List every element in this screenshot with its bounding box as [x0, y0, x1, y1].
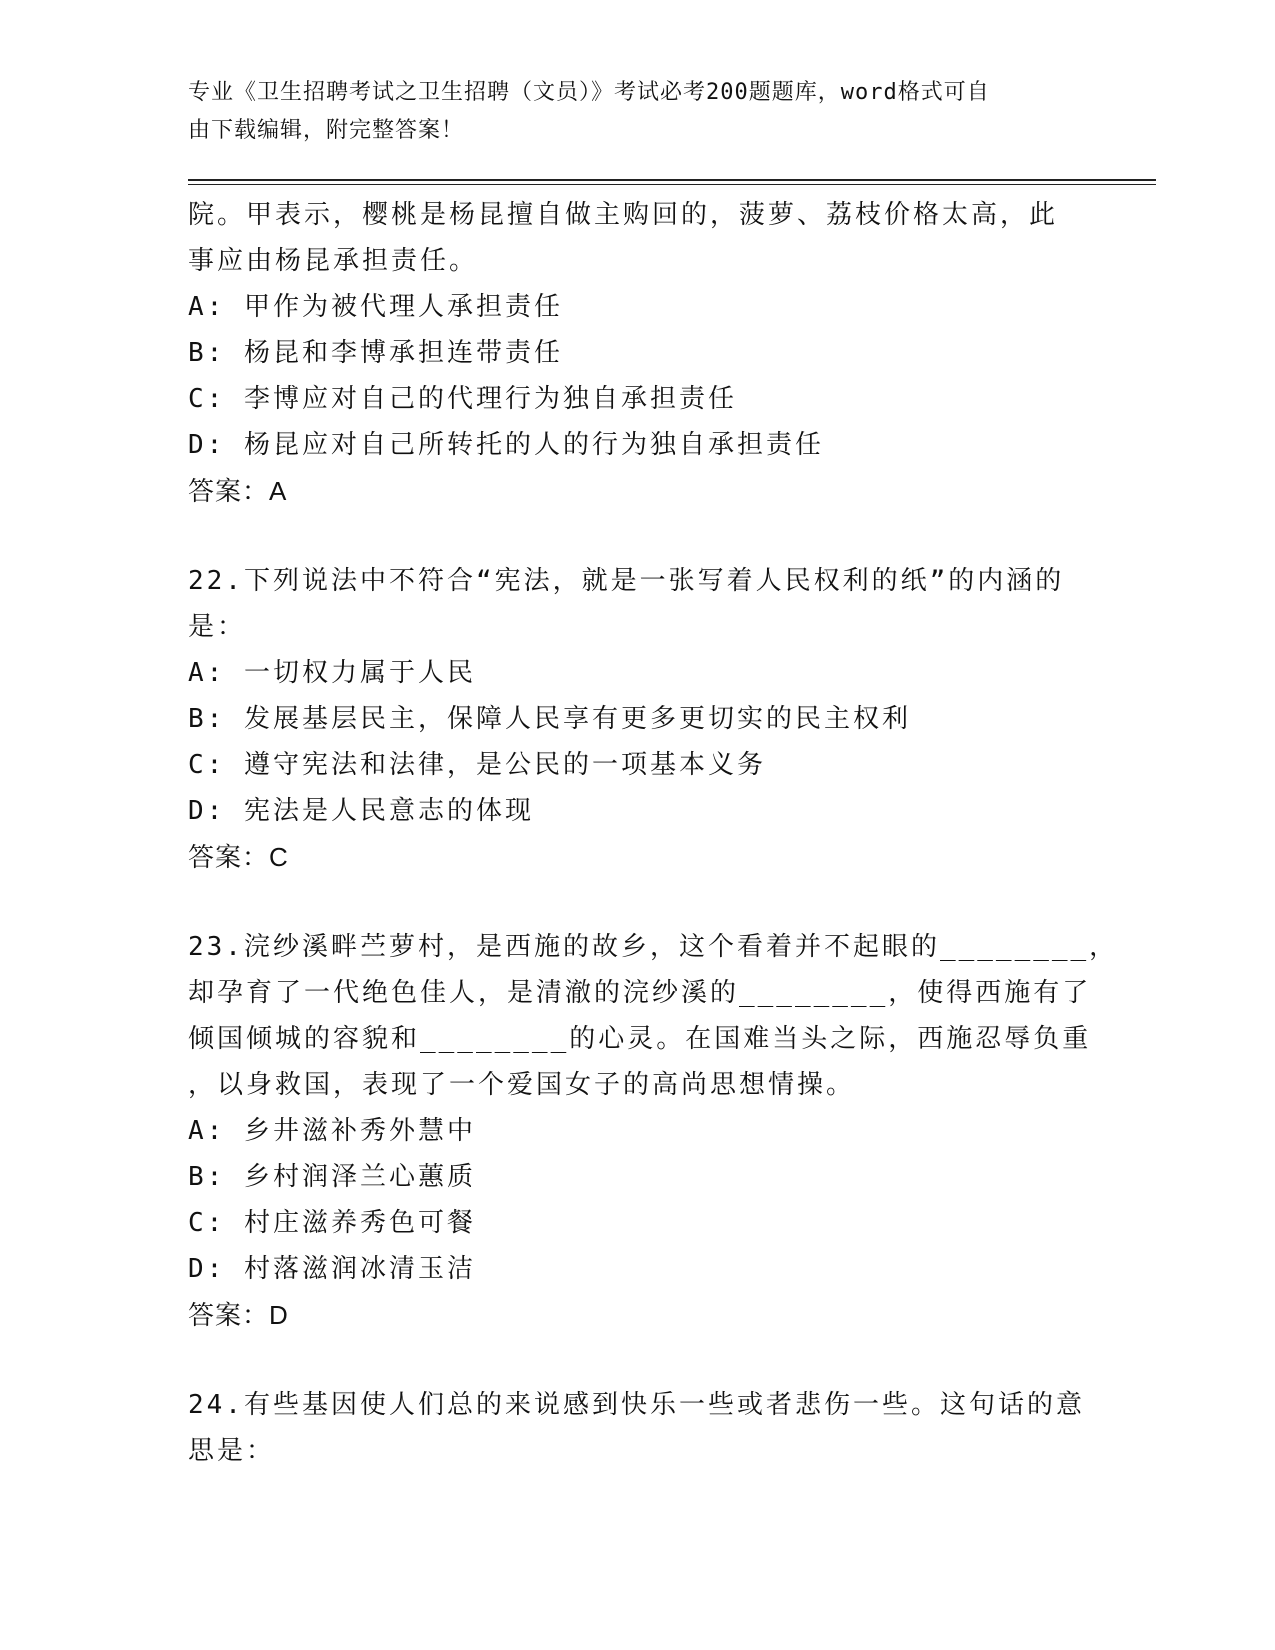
answer-line: 答案：C: [188, 842, 289, 872]
question-stem-line: 22.下列说法中不符合“宪法，就是一张写着人民权利的纸”的内涵的: [188, 566, 1065, 596]
option-b: B: 发展基层民主，保障人民享有更多更切实的民主权利: [188, 704, 911, 734]
option-d: D: 杨昆应对自己所转托的人的行为独自承担责任: [188, 430, 824, 460]
question-stem-line: 院。甲表示，樱桃是杨昆擅自做主购回的，菠萝、荔枝价格太高，此: [188, 200, 1059, 230]
question-23: [188, 924, 1119, 1338]
question-24: [188, 1382, 1088, 1474]
question-stem-line: 23.浣纱溪畔苎萝村，是西施的故乡，这个看着并不起眼的________，: [188, 932, 1119, 962]
answer-line: 答案：D: [188, 1300, 289, 1330]
option-d: D: 宪法是人民意志的体现: [188, 796, 534, 826]
question-stem-line: 是：: [188, 612, 247, 642]
question-stem-line: ，以身救国，表现了一个爱国女子的高尚思想情操。: [188, 1070, 856, 1100]
question-stem-line: 思是：: [188, 1436, 276, 1466]
option-c: C: 李博应对自己的代理行为独自承担责任: [188, 384, 737, 414]
document-header: 专业《卫生招聘考试之卫生招聘（文员）》考试必考200题题库，word格式可自 由下载编辑，附完整答案！: [188, 80, 990, 143]
question-stem-line: 事应由杨昆承担责任。: [188, 246, 479, 276]
option-b: B: 乡村润泽兰心蕙质: [188, 1162, 476, 1192]
question-content: [188, 192, 1119, 1474]
option-d: D: 村落滋润冰清玉洁: [188, 1254, 476, 1284]
option-a: A: 乡井滋补秀外慧中: [188, 1116, 476, 1146]
answer-line: 答案：A: [188, 476, 288, 506]
question-stem-line: 24.有些基因使人们总的来说感到快乐一些或者悲伤一些。这句话的意: [188, 1390, 1085, 1420]
header-rule-thin: [188, 184, 1156, 185]
question-22: [188, 558, 1088, 880]
header-rule: [188, 179, 1156, 181]
option-b: B: 杨昆和李博承担连带责任: [188, 338, 563, 368]
question-stem-line: 却孕育了一代绝色佳人，是清澈的浣纱溪的________，使得西施有了: [188, 978, 1092, 1008]
option-a: A: 甲作为被代理人承担责任: [188, 292, 563, 322]
option-a: A: 一切权力属于人民: [188, 658, 476, 688]
option-c: C: 遵守宪法和法律，是公民的一项基本义务: [188, 750, 766, 780]
question-stem-line: 倾国倾城的容貌和________的心灵。在国难当头之际，西施忍辱负重: [188, 1024, 1092, 1054]
option-c: C: 村庄滋养秀色可餐: [188, 1208, 476, 1238]
question-continued: [188, 192, 1088, 514]
